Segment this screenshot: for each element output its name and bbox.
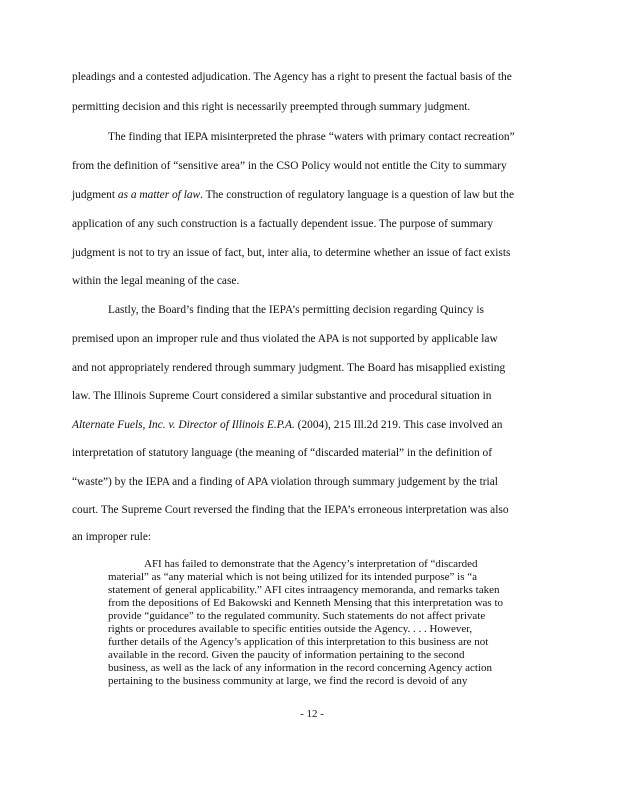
text-run: (2004), 215 Ill.2d 219. This case involved an — [294, 419, 503, 431]
body-line: law. The Illinois Supreme Court considered a similar substantive and procedural situation in — [72, 390, 492, 402]
body-line: within the legal meaning of the case. — [72, 275, 240, 287]
quote-line: rights or procedures available to specific entities outside the Agency. . . . However, — [108, 623, 473, 635]
body-line: “waste”) by the IEPA and a finding of APA violation through summary judgement by the trial — [72, 476, 498, 488]
body-line: The finding that IEPA misinterpreted the phrase “waters with primary contact recreation” — [108, 131, 515, 143]
body-line: judgment is not to try an issue of fact, but, inter alia, to determine whether an issue of fact exists — [72, 247, 511, 259]
quote-line: AFI has failed to demonstrate that the Agency’s interpretation of “discarded — [144, 558, 478, 570]
body-line: an improper rule: — [72, 531, 152, 543]
body-line: interpretation of statutory language (the meaning of “discarded material” in the definition of — [72, 447, 493, 459]
body-line — [72, 418, 502, 432]
body-line: and not appropriately rendered through summary judgment. The Board has misapplied existing — [72, 362, 506, 374]
body-line: Lastly, the Board’s finding that the IEPA’s permitting decision regarding Quincy is — [108, 304, 484, 316]
quote-line: material” as “any material which is not being utilized for its intended purpose” is “a — [108, 571, 477, 583]
case-citation: Alternate Fuels, Inc. v. Director of Illinois E.P.A. — [72, 419, 295, 431]
italic-text: as a matter of law — [117, 189, 201, 201]
body-line: from the definition of “sensitive area” in the CSO Policy would not entitle the City to summary — [72, 160, 507, 172]
quote-line: provide “guidance” to the regulated community. Such statements do not affect private — [108, 610, 486, 622]
body-line: application of any such construction is a factually dependent issue. The purpose of summary — [72, 218, 494, 230]
body-line — [72, 188, 514, 202]
body-line: pleadings and a contested adjudication. The Agency has a right to present the factual basis of the — [72, 71, 512, 83]
quote-line: pertaining to the business community at large, we find the record is devoid of any — [108, 675, 468, 687]
text-run: . The construction of regulatory language is a question of law but the — [200, 189, 515, 201]
page-number: - 12 - — [300, 708, 324, 720]
text-run: judgment — [72, 189, 118, 201]
body-line: permitting decision and this right is necessarily preempted through summary judgment. — [72, 101, 471, 113]
quote-line: business, as well as the lack of any information in the record concerning Agency action — [108, 662, 492, 674]
body-line: premised upon an improper rule and thus violated the APA is not supported by applicable law — [72, 333, 498, 345]
quote-line: from the depositions of Ed Bakowski and Kenneth Mensing that this interpretation was to — [108, 597, 504, 609]
body-line: court. The Supreme Court reversed the finding that the IEPA’s erroneous interpretation was also — [72, 504, 509, 516]
quote-line: further details of the Agency’s application of this interpretation to this business are not — [108, 636, 489, 648]
quote-line: available in the record. Given the paucity of information pertaining to the second — [108, 649, 465, 661]
quote-line: statement of general applicability.” AFI cites intraagency memoranda, and remarks taken — [108, 584, 500, 596]
